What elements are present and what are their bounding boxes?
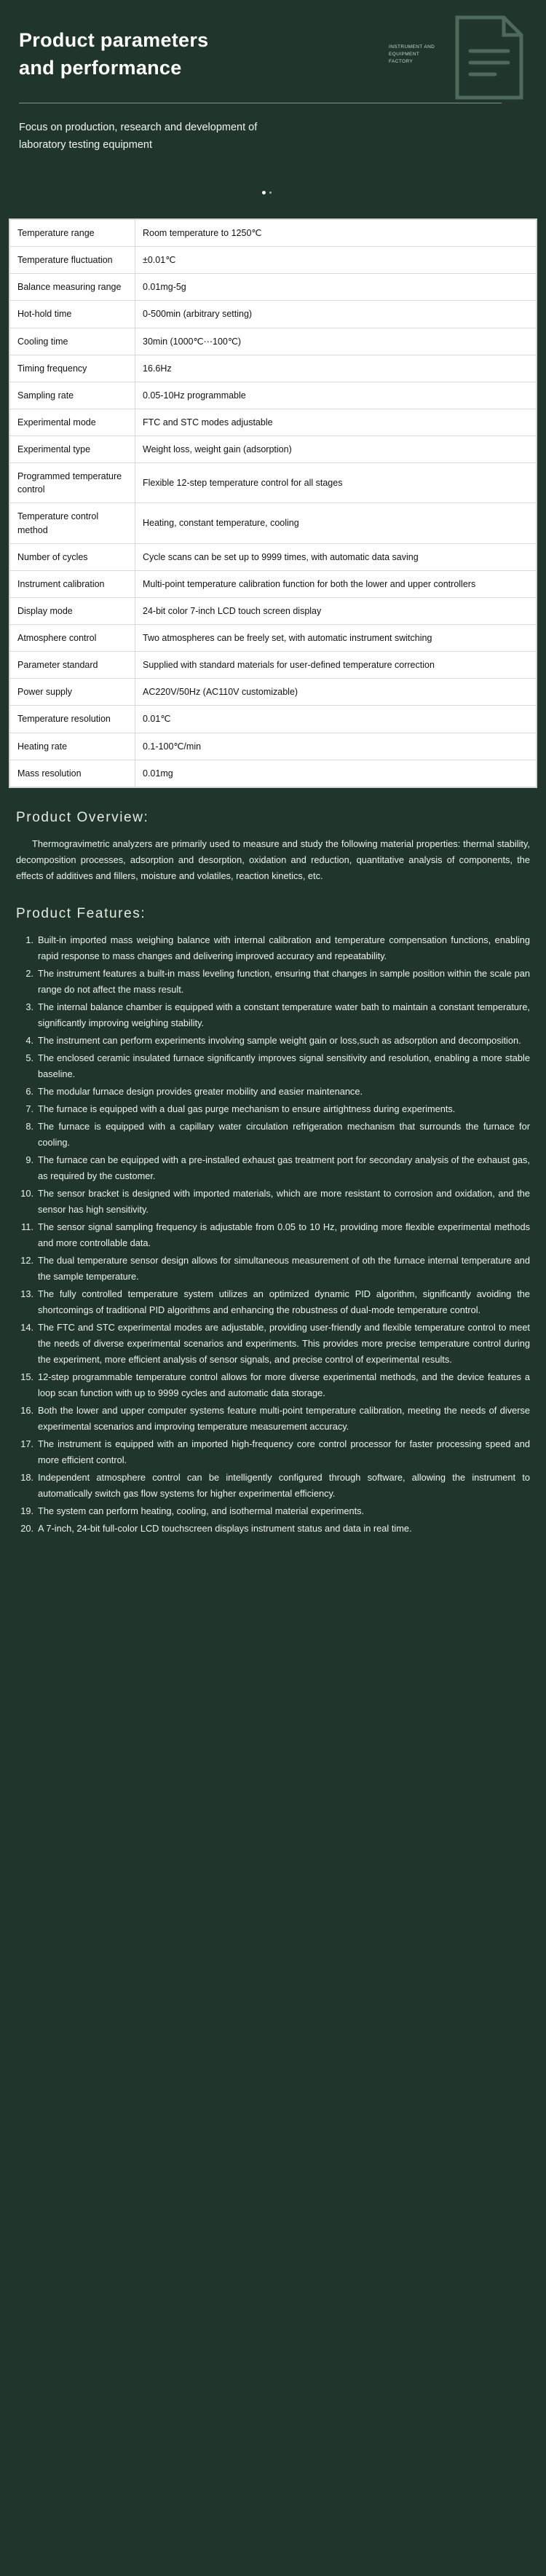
list-item: The instrument can perform experiments involving sample weight gain or loss,such as adsorption and decomposition.: [38, 1034, 521, 1046]
param-key: Power supply: [10, 679, 135, 706]
param-key: Heating rate: [10, 733, 135, 760]
list-item: The internal balance chamber is equipped with a constant temperature water bath to maintain a constant temperature, significantly improving weighing stability.: [38, 1001, 530, 1028]
list-item: Independent atmosphere control can be intelligently configured through software, allowing the instrument to automatically switch gas flow systems for higher experimental efficiency.: [38, 1471, 530, 1499]
document-icon: [448, 13, 530, 102]
param-key: Cooling time: [10, 328, 135, 355]
list-item: The dual temperature sensor design allows for simultaneous measurement of oth the furnace internal temperature and the sample temperature.: [38, 1254, 530, 1282]
table-row: [10, 625, 537, 652]
list-item: Both the lower and upper computer systems feature multi-point temperature calibration, meeting the needs of diverse experimental scenarios and improving temperature measurement accuracy.: [38, 1404, 530, 1432]
parameters-table-container: [9, 218, 537, 788]
param-key: Atmosphere control: [10, 625, 135, 652]
param-key: Sampling rate: [10, 382, 135, 409]
param-key: Balance measuring range: [10, 274, 135, 301]
param-value: AC220V/50Hz (AC110V customizable): [135, 679, 537, 706]
param-key: Experimental mode: [10, 409, 135, 436]
page-bottom-spacer: [0, 1538, 546, 1560]
param-key: Temperature range: [10, 220, 135, 247]
page-title-line1: Product parameters: [19, 29, 209, 51]
page-header: [0, 0, 546, 218]
param-value: 0.01mg: [135, 760, 537, 787]
table-row: [10, 652, 537, 679]
list-item: A 7-inch, 24-bit full-color LCD touchscreen displays instrument status and data in real time.: [38, 1522, 412, 1534]
parameters-table: [9, 219, 537, 787]
table-row: [10, 543, 537, 570]
list-item: The furnace is equipped with a dual gas purge mechanism to ensure airtightness during experiments.: [38, 1103, 456, 1114]
list-item: The FTC and STC experimental modes are adjustable, providing user-friendly and flexible temperature control to meet the needs of diverse experimental scenarios and experiments. This provides more precise temperature control during the experiment, more efficient analysis of sensor signals, and precise control of experimental results.: [38, 1321, 530, 1365]
table-row: [10, 382, 537, 409]
list-item: The sensor bracket is designed with imported materials, which are more resistant to corrosion and oxidation, and the sensor has high sensitivity.: [38, 1187, 530, 1215]
param-key: Number of cycles: [10, 543, 135, 570]
param-value: Multi-point temperature calibration function for both the lower and upper controllers: [135, 570, 537, 597]
list-item: The instrument is equipped with an imported high-frequency core control processor for faster processing speed and more efficient control.: [38, 1438, 530, 1465]
dot-icon: [262, 191, 266, 194]
list-item: The system can perform heating, cooling, and isothermal material experiments.: [38, 1505, 365, 1516]
table-row: [10, 706, 537, 733]
overview-title: Product Overview:: [16, 809, 149, 825]
param-value: Two atmospheres can be freely set, with automatic instrument switching: [135, 625, 537, 652]
table-row: [10, 733, 537, 760]
table-row: [10, 409, 537, 436]
param-value: 0.1-100℃/min: [135, 733, 537, 760]
list-item: The instrument features a built-in mass leveling function, ensuring that changes in sample position within the scale pan range do not affect the mass result.: [38, 967, 530, 995]
param-key: Temperature fluctuation: [10, 247, 135, 274]
table-row: [10, 274, 537, 301]
table-row: [10, 436, 537, 463]
dot-icon: [269, 192, 272, 194]
table-row: [10, 679, 537, 706]
product-overview-section: [0, 810, 546, 884]
param-value: Flexible 12-step temperature control for all stages: [135, 463, 537, 503]
param-value: Supplied with standard materials for user-defined temperature correction: [135, 652, 537, 679]
param-key: Timing frequency: [10, 355, 135, 382]
list-item: Built-in imported mass weighing balance with internal calibration and temperature compensation functions, enabling rapid response to mass changes and delivering improved accuracy and repeatability.: [38, 934, 530, 961]
page-title-line2: and performance: [19, 57, 182, 79]
table-row: [10, 355, 537, 382]
param-key: Instrument calibration: [10, 570, 135, 597]
param-key: Temperature resolution: [10, 706, 135, 733]
table-row: [10, 328, 537, 355]
table-row: [10, 503, 537, 543]
decorative-dots: [262, 191, 272, 194]
param-value: 0-500min (arbitrary setting): [135, 301, 537, 328]
list-item: The enclosed ceramic insulated furnace significantly improves signal sensitivity and resolution, enabling a more stable baseline.: [38, 1052, 530, 1079]
features-list: [16, 932, 530, 1537]
list-item: 12-step programmable temperature control allows for more diverse experimental methods, and the device features a loop scan function with up to 9999 cycles and automatic data storage.: [38, 1371, 530, 1398]
table-row: [10, 570, 537, 597]
factory-caption: INSTRUMENT AND EQUIPMENT FACTORY: [389, 44, 435, 64]
param-key: Programmed temperature control: [10, 463, 135, 503]
param-key: Parameter standard: [10, 652, 135, 679]
param-value: 24-bit color 7-inch LCD touch screen display: [135, 597, 537, 624]
param-key: Mass resolution: [10, 760, 135, 787]
param-value: 0.01mg-5g: [135, 274, 537, 301]
param-value: 0.05-10Hz programmable: [135, 382, 537, 409]
overview-paragraph: Thermogravimetric analyzers are primarily used to measure and study the following material properties: thermal stability, decomposition processes, adsorption and desorption, oxidation and reduction, quantitative analysis of components, the effects of additives and fillers, moisture and volatiles, reaction kinetics, etc.: [16, 838, 530, 881]
list-item: The modular furnace design provides greater mobility and easier maintenance.: [38, 1085, 363, 1097]
table-row: [10, 301, 537, 328]
table-row: [10, 597, 537, 624]
page-title: [19, 22, 325, 82]
list-item: The sensor signal sampling frequency is adjustable from 0.05 to 10 Hz, providing more flexible experimental methods and more controllable data.: [38, 1221, 530, 1248]
param-key: Hot-hold time: [10, 301, 135, 328]
features-title: Product Features:: [16, 905, 146, 921]
param-value: FTC and STC modes adjustable: [135, 409, 537, 436]
param-value: 30min (1000℃⋯100℃): [135, 328, 537, 355]
page-subtitle: Focus on production, research and development of laboratory testing equipment: [19, 121, 258, 151]
table-row: [10, 760, 537, 787]
param-key: Display mode: [10, 597, 135, 624]
param-value: Room temperature to 1250℃: [135, 220, 537, 247]
product-features-section: [0, 906, 546, 1537]
parameters-table-body: [10, 220, 537, 787]
param-value: Weight loss, weight gain (adsorption): [135, 436, 537, 463]
table-row: [10, 220, 537, 247]
param-value: 16.6Hz: [135, 355, 537, 382]
list-item: The furnace is equipped with a capillary water circulation refrigeration mechanism that surrounds the furnace for cooling.: [38, 1120, 530, 1148]
param-value: Heating, constant temperature, cooling: [135, 503, 537, 543]
table-row: [10, 463, 537, 503]
list-item: The fully controlled temperature system utilizes an optimized dynamic PID algorithm, significantly avoiding the shortcomings of traditional PID algorithms and enhancing the robustness of dual-mode temperature control.: [38, 1288, 530, 1315]
param-value: Cycle scans can be set up to 9999 times, with automatic data saving: [135, 543, 537, 570]
table-row: [10, 247, 537, 274]
list-item: The furnace can be equipped with a pre-installed exhaust gas treatment port for secondary analysis of the exhaust gas, as required by the customer.: [38, 1154, 530, 1181]
param-value: 0.01℃: [135, 706, 537, 733]
param-key: Experimental type: [10, 436, 135, 463]
param-value: ±0.01℃: [135, 247, 537, 274]
param-key: Temperature control method: [10, 503, 135, 543]
